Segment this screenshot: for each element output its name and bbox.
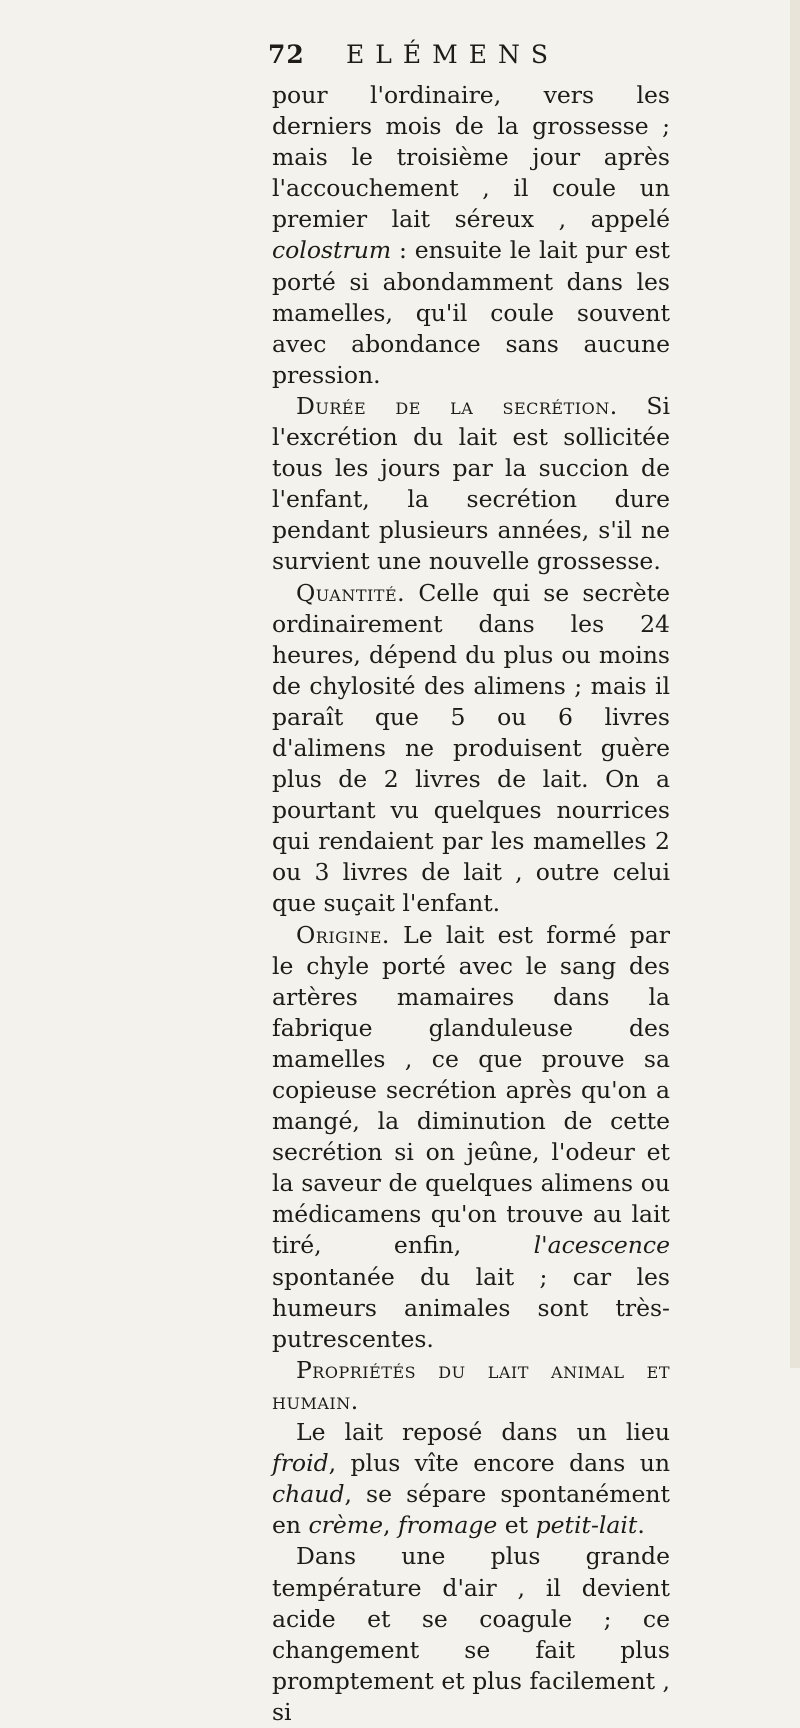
paragraph-duree-text: Si l'excrétion du lait est sollicitée tous les jours par la succion de l'enfant, la secrétion dure pendant plusieurs années, s'il ne survient une nouvelle grossesse. [272,391,670,576]
text-a: Le lait reposé dans un lieu [296,1418,670,1447]
paragraph-1-text: pour l'ordinaire, vers les derniers mois de la grossesse ; mais le troisième jour après l'accouchement , il coule un premier lait séreux , appelé [272,81,670,234]
paragraph-duree [272,391,670,578]
page-header [268,40,628,80]
text-f: . [637,1511,645,1540]
heading-origine: Origine. [296,920,390,949]
text-d: , [383,1511,398,1540]
heading-duree: Durée de la secrétion. [296,391,618,420]
text-e: et [497,1511,536,1540]
term-petit-lait: petit-lait [535,1511,638,1540]
term-fromage: fromage [397,1511,498,1540]
paragraph-origine-end: spontanée du lait ; car les humeurs animales sont très-putrescentes. [272,1262,670,1353]
term-colostrum: colostrum [272,236,392,265]
paragraph-proprietes [272,1355,670,1417]
body-text [272,80,670,1728]
text-c: , se sépare spontanément en [272,1480,670,1540]
term-chaud: chaud [272,1480,345,1509]
heading-quantite: Quantité. [296,578,406,607]
heading-proprietes: Propriétés du lait animal et humain. [272,1355,670,1415]
term-froid: froid [272,1449,329,1478]
paragraph-quantite-text: Celle qui se secrète ordinairement dans les 24 heures, dépend du plus ou moins de chylosité des alimens ; mais il paraît que 5 ou 6 livres d'alimens ne produisent guère plus de 2 livres de lait. On a pourtant vu quelques nourrices qui rendaient par les mamelles 2 ou 3 livres de lait , outre celui que suçait l'enfant. [272,578,670,918]
page-number: 72 [268,40,305,69]
running-title: ELÉMENS [346,40,559,69]
term-acescence: l'acescence [533,1231,670,1260]
paragraph-1-end: : ensuite le lait pur est porté si abondamment dans les mamelles, qu'il coule souvent avec abondance sans aucune pression. [272,236,670,389]
term-creme: crème [308,1511,384,1540]
page-edge [790,0,800,1368]
text-b: , plus vîte encore dans un [328,1449,670,1478]
paragraph-lait-repose [272,1417,670,1541]
paragraph-1 [272,80,670,391]
paragraph-temperature [272,1541,670,1728]
paragraph-quantite [272,578,670,920]
paragraph-origine [272,920,670,1355]
paragraph-temperature-text: Dans une plus grande température d'air , il devient acide et se coagule ; ce changement se fait plus promptement et plus facilement , si [272,1542,670,1726]
paragraph-origine-text: Le lait est formé par le chyle porté avec le sang des artères mamaires dans la fabrique glanduleuse des mamelles , ce que prouve sa copieuse secrétion après qu'on a mangé, la diminution de cette secrétion si on jeûne, l'odeur et la saveur de quelques alimens ou médicamens qu'on trouve au lait tiré, enfin, [272,920,670,1260]
